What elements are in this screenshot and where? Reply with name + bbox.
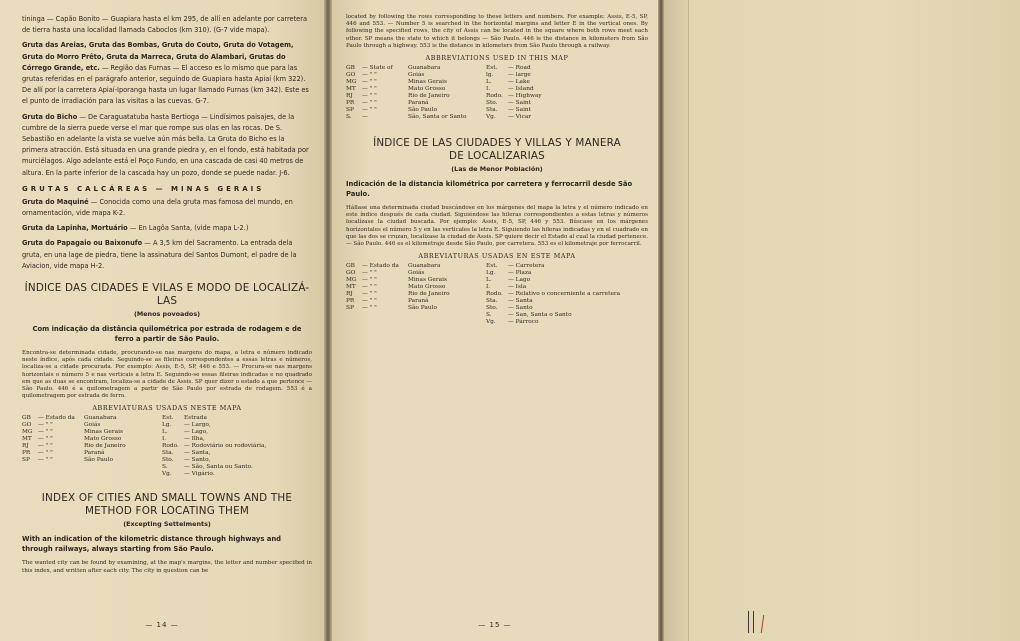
abbr-ditto: — " " [362, 270, 377, 277]
p14-entries-2 [22, 197, 312, 272]
abbr-key: Sta. [486, 298, 498, 305]
abbr-value: Goiás [408, 72, 425, 79]
abbr-value: Mato Grosso [84, 436, 122, 443]
abbr-row [346, 72, 486, 79]
abbr-row [486, 284, 620, 291]
index-pt-subtitle: (Menos povoados) [133, 310, 201, 319]
abbr-value: — large [508, 72, 531, 79]
abbr-row [486, 86, 542, 93]
abbr-key: GO [346, 270, 356, 277]
abbr-value: — Carretera [508, 263, 545, 270]
abbr-key: Est. [486, 65, 498, 72]
abbr-value: — Vicar [508, 114, 532, 121]
abbr-key: GB [346, 65, 355, 72]
abbr-value: — Vigário. [184, 471, 215, 478]
abbr-value: Rio de Janeiro [84, 443, 126, 450]
abbr-key: I. [486, 86, 491, 93]
abbr-terms-col [162, 415, 266, 478]
abbr-value: — Saint [508, 100, 531, 107]
abbr-key: Sta. [162, 450, 174, 457]
abbr-value: — Lago, [184, 429, 208, 436]
index-pt-intro: Com indicação da distância quilométrica por estrada de rodagem e de ferro a partir de São Paulo. [32, 325, 302, 344]
abbr-ditto: — " " [362, 86, 377, 93]
abbr-ditto: — " " [362, 93, 377, 100]
abbr-ditto: — " " [38, 443, 53, 450]
p14-top-text: tininga — Capão Bonito — Guapiara hasta el km 295, de allí en adelante por carretera de tierra hasta una localidad llamada Caboclos (km 310). (G-7 vide mapa). [22, 15, 307, 35]
abbr-value: Guanabara [408, 65, 441, 72]
abbr-key: I. [486, 284, 491, 291]
abbr-row [346, 65, 486, 72]
abbr-key: Sto. [486, 100, 498, 107]
abbr-ditto: — Estado da [38, 415, 75, 422]
abbr-states-col [22, 415, 162, 478]
abbr-value: São Paulo [84, 457, 113, 464]
abbr-key: RJ [346, 291, 353, 298]
abbr-ditto: — " " [38, 429, 53, 436]
abbr-states-col [346, 65, 486, 121]
abbr-row [22, 457, 162, 464]
abbr-table-pt [22, 415, 312, 478]
abbr-terms-col [486, 65, 542, 121]
abbr-ditto: — " " [362, 298, 377, 305]
abbr-key: RJ [22, 443, 29, 450]
abbr-ditto: — " " [362, 305, 377, 312]
index-pt-body: Encontra-se determinada cidade, procurando-se nas margens do mapa, a letra e número indicado neste índice, após cada cidade. Seguindo-se as fileiras correspondentes a essas letras e números, localiza-se a cidade procurada. Por exemplo: Assis, E-5, SP, 446 e 553. — Procura-se nas margens horizontais o número 5 e nas verticais a letra E. Seguindo-se essas fileiras indicadas e no quadrado em que as duas se encontram, localiza-se a cidade de Assis. SP quer dizer o estado a que pertence — São Paulo. 446 é a quilometragem a partir de São Paulo por estrada de rodagem. 553 é a quilometragem por estrada de ferro. [22, 350, 312, 400]
abbr-row [486, 319, 620, 326]
entry-text: — De Caraguatatuba hasta Bertioga — Lindísimos paisajes, de la cumbre de la sierra puede verse el mar que rompe sus olas en las rocas. De S. Sebastião en adelante la vista se vuelve aún más bella. La Gruta do Bicho es la primera atracción. Está situada en una grande piedra y, en el fondo, está habitada por murciélagos. Algo adelante está el Poço Fundo, en una cascada de casi 40 metros de altura. En la parte inferior de la cascada hay un pozo, donde se puede nadar. J-6. [22, 112, 309, 177]
abbr-row [162, 471, 266, 478]
abbr-title-es: ABREVIATURAS USADAS EN ESTE MAPA [418, 252, 576, 261]
abbr-title-pt: ABREVIATURAS USADAS NESTE MAPA [92, 404, 242, 413]
abbr-value: — Plaza [508, 270, 532, 277]
abbr-row [346, 284, 486, 291]
entry [22, 197, 312, 219]
abbr-key: MT [22, 436, 32, 443]
abbr-row [486, 298, 620, 305]
abbr-row [346, 86, 486, 93]
entry [22, 238, 312, 272]
entry-text: — A 3,5 km del Sacramento. La entrada dela gruta, en una lage de piedra, tiene la assinatura del Santos Dumont, el padre de la Aviacion, vide mapa H-2. [22, 239, 297, 270]
pencil-mark [753, 611, 754, 633]
abbr-row [162, 422, 266, 429]
abbr-key: RJ [346, 93, 353, 100]
abbr-row [486, 100, 542, 107]
abbr-row [486, 79, 542, 86]
abbr-row [486, 107, 542, 114]
page-number-15: — 15 — [478, 621, 512, 629]
abbr-ditto: — Estado da [362, 263, 399, 270]
entry [22, 112, 312, 179]
page-number-14: — 14 — [145, 621, 179, 629]
abbr-table-en [346, 65, 648, 121]
abbr-key: Lg. [486, 270, 496, 277]
abbr-terms-col [486, 263, 620, 326]
abbr-row [486, 263, 620, 270]
abbr-row [346, 107, 486, 114]
entry [22, 223, 312, 234]
abbr-value: São Paulo [408, 107, 437, 114]
abbr-ditto: — [362, 114, 368, 121]
abbr-row [162, 415, 266, 422]
abbr-key: PR [346, 298, 355, 305]
abbr-ditto: — " " [362, 277, 377, 284]
abbr-row [486, 291, 620, 298]
abbr-row [346, 305, 486, 312]
abbr-key: Sta. [486, 107, 498, 114]
abbr-value: Goiás [408, 270, 425, 277]
abbr-key: Rodo. [162, 443, 179, 450]
abbr-value: — Road [508, 65, 531, 72]
section-title-grutas: GRUTAS CALCÁREAS — MINAS GERAIS [22, 184, 265, 193]
abbr-value: Paraná [84, 450, 105, 457]
abbr-ditto: — " " [362, 291, 377, 298]
abbr-key: MG [346, 277, 357, 284]
abbr-key: Est. [162, 415, 174, 422]
abbr-ditto: — State of [362, 65, 393, 72]
abbr-value: — San, Santa o Santo [508, 312, 572, 319]
abbr-key: PR [346, 100, 355, 107]
index-pt-title: ÍNDICE DAS CIDADES E VILAS E MODO DE LOCALIZÁ-LAS [24, 282, 310, 308]
abbr-key: MT [346, 284, 356, 291]
abbr-row [346, 79, 486, 86]
abbr-value: — São, Santa ou Santo. [184, 464, 253, 471]
abbr-value: Rio de Janeiro [408, 93, 450, 100]
abbr-value: — Largo, [184, 422, 211, 429]
abbr-row [22, 422, 162, 429]
index-en-title: INDEX OF CITIES AND SMALL TOWNS AND THE METHOD FOR LOCATING THEM [41, 492, 293, 518]
abbr-ditto: — " " [38, 436, 53, 443]
abbr-ditto: — " " [38, 457, 53, 464]
entry [22, 40, 312, 107]
abbr-key: GO [22, 422, 32, 429]
abbr-row [486, 93, 542, 100]
abbr-key: MG [22, 429, 33, 436]
abbr-value: — Santo [508, 305, 533, 312]
abbr-row [486, 305, 620, 312]
abbr-key: SP [22, 457, 30, 464]
abbr-key: SP [346, 305, 354, 312]
abbr-value: — Relativo o concerniente a carretera [508, 291, 621, 298]
abbr-value: — Lake [508, 79, 530, 86]
abbr-value: São, Santa or Santo [408, 114, 467, 121]
entry-text: — Região das Furnas — El acceso es lo mismo que para las grutas referidas en el parágrafo anterior, seguindo de Guapiara hasta Apiaí (km 322). De allí por la carretera Apiaí-Iporanga hasta un lugar llamado Furnas (km 342). Este es el punto de irradiación para las visitas a las cuevas. G-7. [22, 63, 309, 106]
abbr-key: PR [22, 450, 31, 457]
index-en-body: The wanted city can be found by examining, at the map's margins, the letter and number specified in this index, and written after each city. The city in question can be [22, 560, 312, 574]
abbr-row [162, 450, 266, 457]
abbr-row [486, 312, 620, 319]
entry-text: — Conocida como una dela gruta mas famosa del mundo, en ornamentación, vide mapa K-2. [22, 197, 293, 218]
page-14 [0, 0, 324, 641]
abbr-value: — Párroco [508, 319, 539, 326]
blank-map-sheet [664, 0, 1020, 641]
pencil-mark [748, 611, 749, 633]
abbr-ditto: — " " [362, 107, 377, 114]
p14-entries [22, 40, 312, 178]
abbr-value: — Ilha, [184, 436, 205, 443]
abbr-row [22, 436, 162, 443]
abbr-row [22, 429, 162, 436]
abbr-key: L. [486, 277, 492, 284]
abbr-row [486, 277, 620, 284]
abbr-row [486, 65, 542, 72]
entry-head: Gruta do Papagaio ou Baixonufo [22, 239, 143, 248]
abbr-key: Vg. [486, 319, 496, 326]
abbr-title-en: ABBREVIATIONS USED IN THIS MAP [425, 54, 569, 63]
index-es-intro: Indicación de la distancia kilométrica por carretera y ferrocarril desde São Paulo. [346, 180, 633, 199]
index-en-intro: With an indication of the kilometric distance through highways and through railways, always starting from São Paulo. [22, 535, 282, 554]
abbr-row [486, 270, 620, 277]
abbr-value: — Santo, [184, 457, 211, 464]
abbr-key: GB [346, 263, 355, 270]
abbr-key: Rodo. [486, 291, 503, 298]
abbr-value: Goiás [84, 422, 101, 429]
abbr-ditto: — " " [362, 284, 377, 291]
abbr-value: Paraná [408, 100, 429, 107]
abbr-row [346, 100, 486, 107]
abbr-value: Estrada [184, 415, 207, 422]
abbr-row [346, 277, 486, 284]
folded-sheet-edge [664, 0, 689, 641]
entry-head: Gruta do Bicho [22, 112, 78, 121]
abbr-ditto: — " " [362, 79, 377, 86]
index-es-body: Hállase una determinada ciudad buscándose en los márgenes del mapa la letra y el número indicado en este índice después de cada ciudad. Siguiéndose las hileras correspondientes a estas letras y números localízase la ciudad buscada. Por ejemplo: Assis, E-5, SP, 446 y 553. Búscase en los márgenes horizontales el número 5 y en las verticales la letra E. Siguiendo las hileras indicadas y en el cuadrado en que las dos se cruzan, localízase la ciudad de Assis. SP quiere decir el Estado al cual la ciudad pertenece. — São Paulo. 446 es el kilometraje desde São Paulo, por carretera. 553 es el kilometraje por ferrocarril. [346, 205, 648, 248]
abbr-value: — Santa, [184, 450, 211, 457]
abbr-table-es [346, 263, 648, 326]
abbr-row [162, 429, 266, 436]
abbr-value: Guanabara [408, 263, 441, 270]
abbr-key: Sto. [486, 305, 498, 312]
abbr-value: — Island [508, 86, 534, 93]
abbr-ditto: — " " [362, 72, 377, 79]
abbr-value: — Santa [508, 298, 533, 305]
abbr-key: MG [346, 79, 357, 86]
abbr-row [486, 72, 542, 79]
abbr-row [346, 114, 486, 121]
abbr-key: Est. [486, 263, 498, 270]
abbr-value: Minas Gerais [408, 277, 447, 284]
abbr-key: MT [346, 86, 356, 93]
abbr-row [486, 114, 542, 121]
abbr-value: Rio de Janeiro [408, 291, 450, 298]
abbr-key: S. [346, 114, 352, 121]
p15-top-text: located by following the rows corresponding to these letters and numbers. For example: Assis, E-5, SP, 446 and 553. — Number 5 is searched in the horizontal margins and letter E in the vertical ones. By following the specified rows, the city of Assis can be located in the square where both rows meet each other. SP means the state to which it belongs — São Paulo. 446 is the distance in kilometers from São Paulo through a highway. 553 is the distance in kilometers from São Paulo through a railway. [346, 14, 648, 49]
entry-head: Gruta das Areias, Gruta das Bombas, Gruta do Couto, Gruta do Votagem, Gruta do Morro Prêto, Gruta da Marreca, Gruta do Alambari, Grutas do Córrego Grande, etc. [22, 41, 294, 72]
abbr-value: — Lago [508, 277, 531, 284]
abbr-value: — Saint [508, 107, 531, 114]
abbr-key: S. [162, 464, 168, 471]
abbr-key: L. [162, 429, 168, 436]
abbr-key: Vg. [162, 471, 172, 478]
abbr-row [346, 270, 486, 277]
abbr-ditto: — " " [362, 100, 377, 107]
abbr-key: Sto. [162, 457, 174, 464]
abbr-key: GB [22, 415, 31, 422]
abbr-value: Mato Grosso [408, 284, 446, 291]
abbr-key: Vg. [486, 114, 496, 121]
abbr-ditto: — " " [38, 422, 53, 429]
index-en-subtitle: (Excepting Settelments) [123, 520, 211, 529]
abbr-value: Minas Gerais [408, 79, 447, 86]
abbr-key: lg. [486, 72, 494, 79]
abbr-ditto: — " " [38, 450, 53, 457]
abbr-key: I. [162, 436, 167, 443]
abbr-value: Minas Gerais [84, 429, 123, 436]
abbr-key: Rodo. [486, 93, 503, 100]
gutter-fold [324, 0, 332, 641]
abbr-row [346, 93, 486, 100]
abbr-states-col [346, 263, 486, 326]
abbr-key: GO [346, 72, 356, 79]
page-15 [332, 0, 658, 641]
abbr-value: — Rodoviário ou rodoviária, [184, 443, 267, 450]
abbr-value: — Isla [508, 284, 527, 291]
abbr-value: Guanabara [84, 415, 117, 422]
abbr-key: S. [486, 312, 492, 319]
abbr-key: L. [486, 79, 492, 86]
entry-text: — En Lagôa Santa, (vide mapa L-2.) [127, 224, 249, 233]
abbr-row [162, 443, 266, 450]
index-es-title: ÍNDICE DE LAS CIUDADES Y VILLAS Y MANERA DE LOCALIZARIAS [373, 137, 621, 163]
abbr-value: Mato Grosso [408, 86, 446, 93]
abbr-key: SP [346, 107, 354, 114]
abbr-value: — Highway [508, 93, 542, 100]
entry-head: Gruta da Lapinha, Mortuário [22, 224, 128, 233]
abbr-key: Lg. [162, 422, 172, 429]
entry-head: Gruta do Maquiné [22, 197, 89, 206]
abbr-value: São Paulo [408, 305, 437, 312]
index-es-subtitle: (Las de Menor Población) [451, 165, 543, 174]
abbr-value: Paraná [408, 298, 429, 305]
